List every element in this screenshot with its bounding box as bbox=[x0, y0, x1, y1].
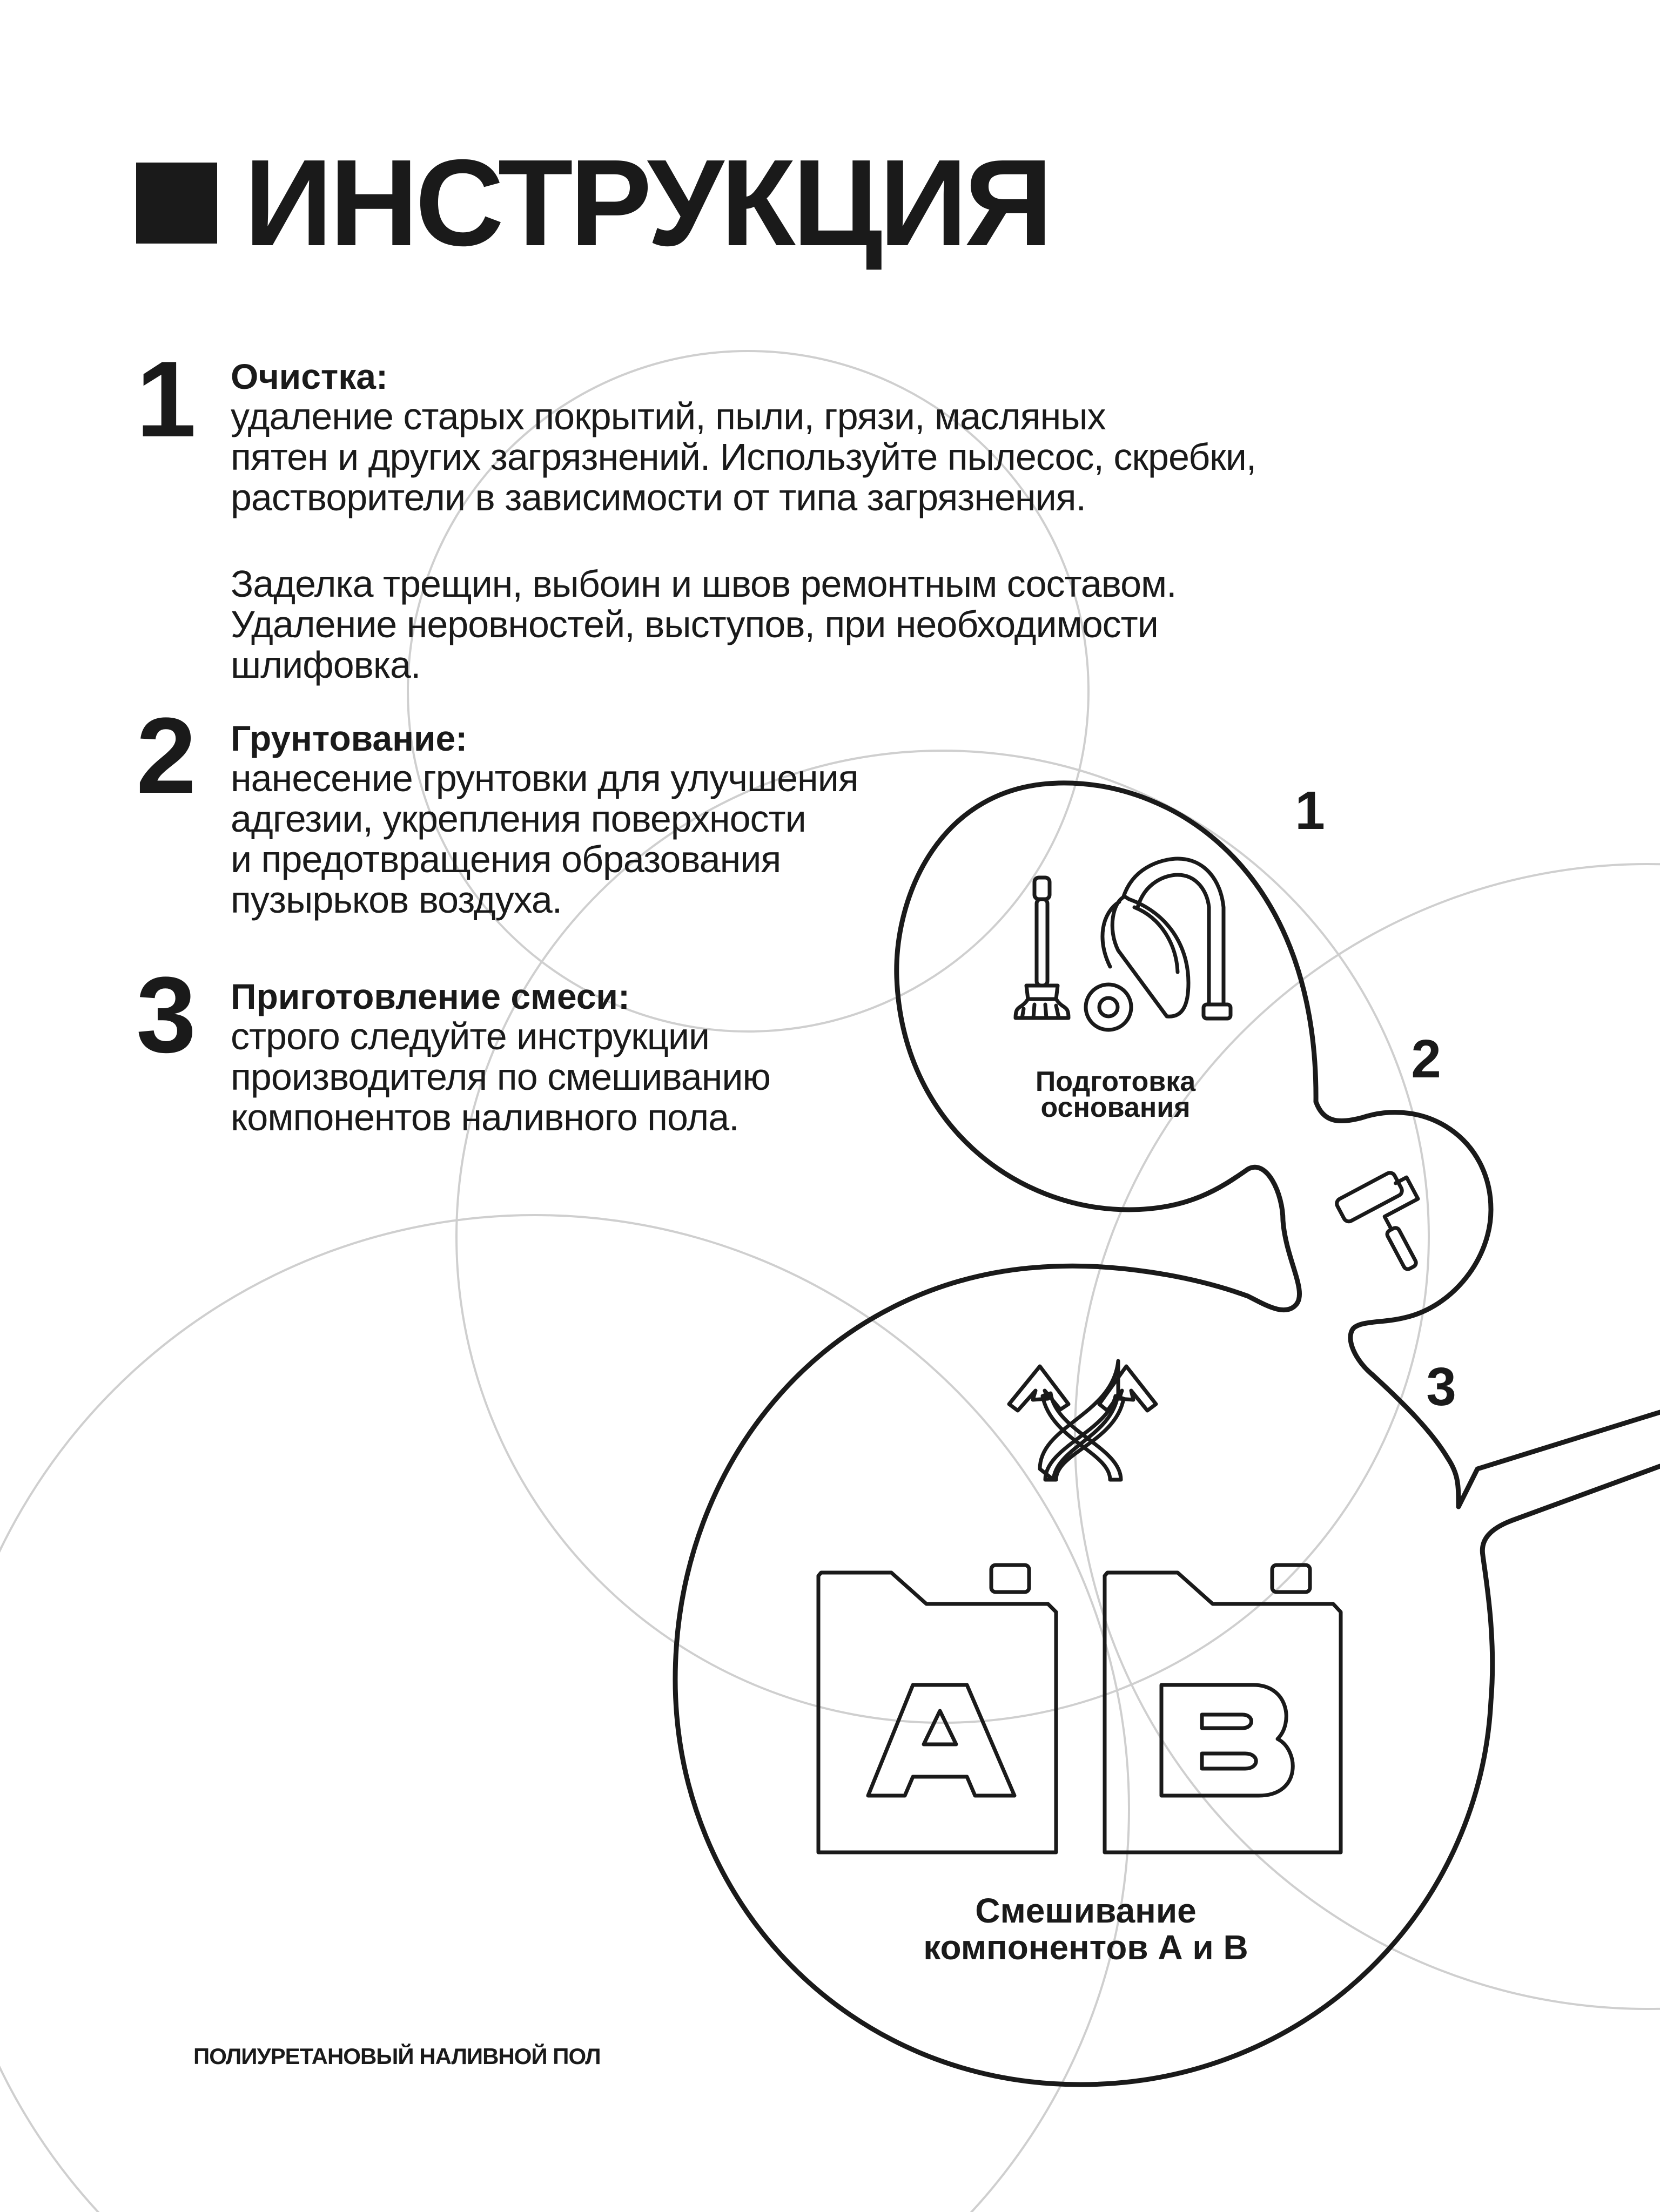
stage-number-3: 3 bbox=[1426, 1357, 1456, 1417]
step-number: 2 bbox=[136, 696, 197, 816]
step-text: удаление старых покрытий, пыли, грязи, масляных пятен и других загрязнений. Используйте пылесос, скребки, растворители в зависимости от типа загрязнения. bbox=[231, 395, 1256, 518]
step-number: 1 bbox=[136, 339, 197, 460]
mixing-arrows-icon bbox=[1009, 1361, 1156, 1480]
vacuum-cleaner-icon bbox=[1086, 859, 1231, 1030]
bubble-outline bbox=[1459, 1412, 1660, 1507]
canister-a-icon bbox=[818, 1565, 1056, 1852]
title-text: ИНСТРУКЦИЯ bbox=[244, 134, 1050, 272]
canister-b-icon bbox=[1105, 1565, 1341, 1852]
bubble-outline bbox=[1316, 1102, 1491, 1507]
step-text: нанесение грунтовки для улучшения адгезии, укрепления поверхности и предотвращения образования пузырьков воздуха. bbox=[231, 757, 858, 921]
stage-number-1: 1 bbox=[1295, 780, 1325, 841]
mix-label-line1: Смешивание bbox=[975, 1891, 1197, 1930]
step-heading: Грунтование: bbox=[231, 718, 468, 758]
paint-roller-icon bbox=[1335, 1166, 1445, 1285]
process-outline bbox=[675, 783, 1660, 2085]
prep-label-line2: основания bbox=[1040, 1092, 1191, 1123]
step-text: строго следуйте инструкции производителя по смешиванию компонентов наливного пола. bbox=[231, 1015, 770, 1138]
mix-label-line2: компонентов А и В bbox=[923, 1928, 1248, 1967]
footer-product-name: ПОЛИУРЕТАНОВЫЙ НАЛИВНОЙ ПОЛ bbox=[193, 2044, 601, 2069]
broom-icon bbox=[1016, 878, 1068, 1018]
step-heading: Приготовление смеси: bbox=[231, 976, 630, 1016]
step-number: 3 bbox=[136, 955, 197, 1075]
step-extra-text: Заделка трещин, выбоин и швов ремонтным составом. Удаление неровностей, выступов, при необходимости шлифовка. bbox=[231, 563, 1177, 686]
stage-number-2: 2 bbox=[1411, 1029, 1441, 1089]
step-heading: Очистка: bbox=[231, 356, 388, 396]
prep-label-line1: Подготовка bbox=[1035, 1066, 1196, 1097]
